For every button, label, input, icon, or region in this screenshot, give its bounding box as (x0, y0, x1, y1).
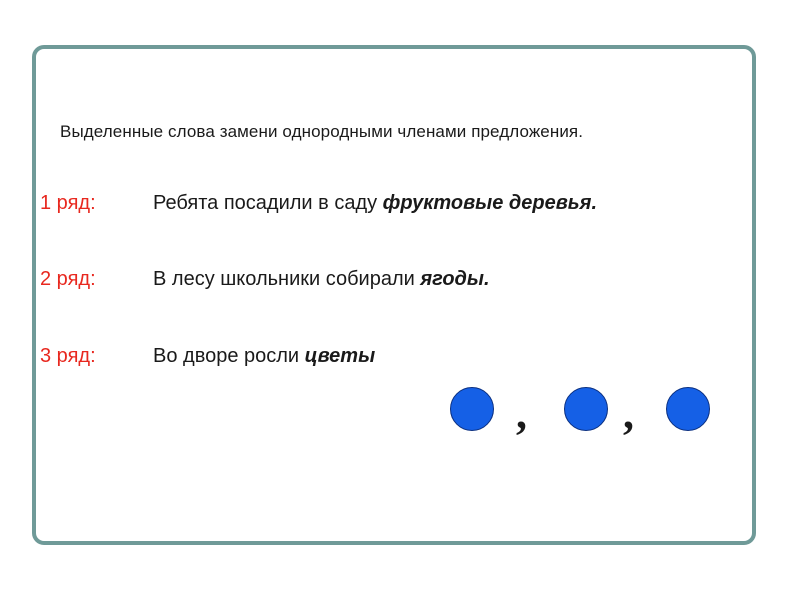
pattern-circle-3-icon (666, 387, 710, 431)
pattern-circle-1-icon (450, 387, 494, 431)
instruction-text: Выделенные слова замени однородными членами предложения. (60, 122, 584, 141)
row-2-sentence-text: В лесу школьники собирали (153, 268, 421, 290)
row-3-highlighted-words: цветы (304, 345, 376, 367)
row-1-sentence-text: Ребята посадили в саду (153, 192, 383, 214)
pattern-comma-1: , (516, 389, 527, 438)
row-2-sentence (153, 268, 490, 291)
row-1-label: 1 ряд: (40, 192, 96, 214)
pattern-circle-2-icon (564, 387, 608, 431)
row-3-sentence-text: Во дворе росли (153, 345, 305, 367)
row-2-highlighted-words: ягоды. (420, 268, 490, 290)
row-3-sentence (153, 345, 375, 368)
pattern-comma-2: , (623, 389, 634, 438)
row-2-label: 2 ряд: (40, 268, 96, 290)
slide-frame (32, 45, 756, 545)
row-3-label: 3 ряд: (40, 345, 96, 367)
row-1-highlighted-words: фруктовые деревья. (382, 192, 598, 214)
row-1-sentence (153, 192, 597, 215)
